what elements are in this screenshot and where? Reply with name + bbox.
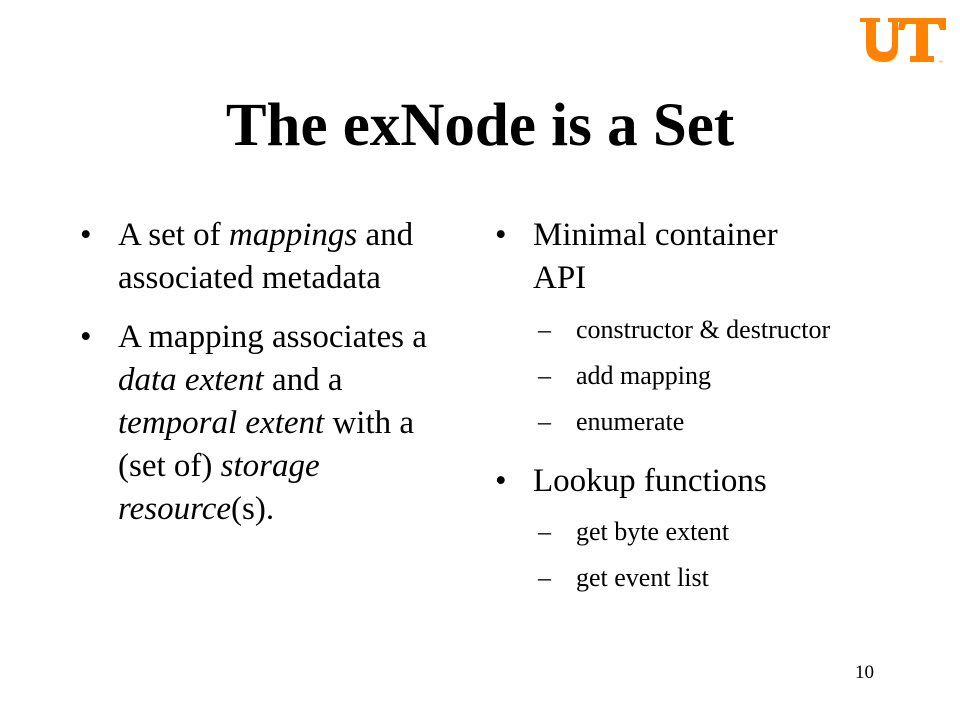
sub-item-text: get event list	[576, 563, 709, 592]
right-column	[495, 214, 835, 597]
ut-logo	[858, 12, 948, 66]
dash-mark: –	[538, 407, 551, 436]
sub-item-constructor	[538, 310, 835, 349]
bullet-dot: •	[80, 217, 92, 253]
bullet-text: A set of mappings and associated metadata	[118, 217, 414, 296]
sub-item-enumerate	[538, 402, 835, 441]
bullet-minimal-api	[495, 214, 835, 300]
sub-item-event-list	[538, 558, 835, 597]
dash-mark: –	[538, 315, 551, 344]
svg-text:™: ™	[938, 60, 943, 66]
bullet-text: Lookup functions	[533, 463, 767, 499]
dash-mark: –	[538, 563, 551, 592]
left-column	[80, 214, 460, 531]
api-sub-list	[495, 310, 835, 441]
bullet-mappings	[80, 214, 460, 300]
dash-mark: –	[538, 361, 551, 390]
bullet-dot: •	[80, 319, 92, 355]
bullet-lookup-functions	[495, 460, 835, 503]
sub-item-text: add mapping	[576, 361, 712, 390]
page-number: 10	[855, 662, 874, 683]
bullet-mapping-associates	[80, 316, 460, 531]
bullet-dot: •	[495, 463, 507, 499]
bullet-text: Minimal container API	[533, 217, 778, 296]
bullet-dot: •	[495, 217, 507, 253]
slide-title: The exNode is a Set	[225, 92, 735, 159]
ut-logo-mark	[860, 18, 946, 62]
dash-mark: –	[538, 517, 551, 546]
sub-item-add-mapping	[538, 356, 835, 395]
sub-item-text: enumerate	[576, 407, 685, 436]
sub-item-text: get byte extent	[576, 517, 730, 546]
lookup-sub-list	[495, 512, 835, 597]
bullet-text: A mapping associates a data extent and a temporal extent with a (set of) storage resource(s).	[118, 319, 427, 527]
sub-item-byte-extent	[538, 512, 835, 551]
sub-item-text: constructor & destructor	[576, 315, 831, 344]
